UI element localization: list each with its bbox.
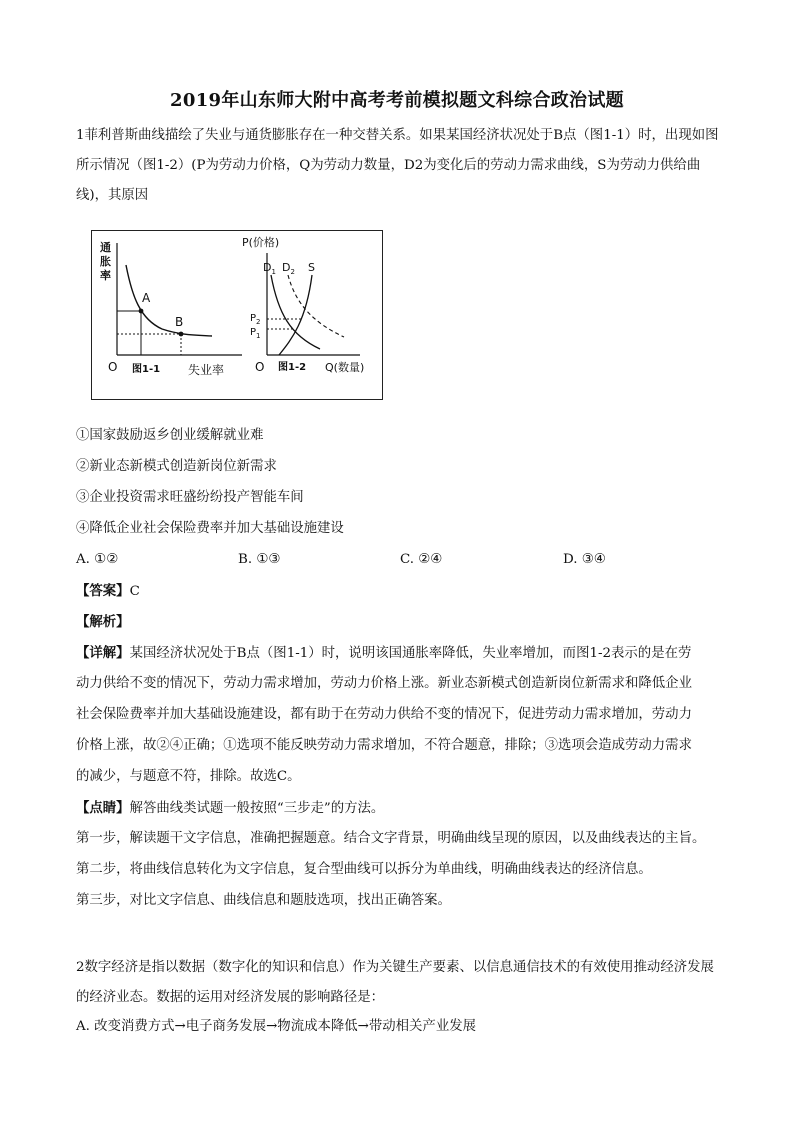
- option-a: A. ①②: [76, 552, 119, 567]
- option-b: B. ①③: [238, 552, 281, 567]
- question-1-figure: [91, 230, 383, 400]
- tip-text: 解答曲线类试题一般按照“三步走”的方法。: [129, 801, 385, 816]
- step-3: 第三步，对比文字信息、曲线信息和题肢选项，找出正确答案。: [76, 893, 451, 908]
- page-title: 2019年山东师大附中高考考前模拟题文科综合政治试题: [170, 90, 624, 111]
- answer-tag: 【答案】: [76, 583, 130, 599]
- question-2-stem: 2数字经济是指以数据（数字化的知识和信息）作为关键生产要素、以信息通信技术的有效使用推动经济发展的经济业态。数据的运用对经济发展的影响路径是：: [76, 960, 714, 1005]
- fig1-ylabel-2: 胀: [100, 255, 111, 268]
- detail-line-1: [76, 641, 736, 666]
- detail-line-4: 价格上涨，故②④正确；①选项不能反映劳动力需求增加，不符合题意，排除；③选项会造成劳动力需求: [76, 738, 692, 753]
- figure-graphs: [92, 231, 382, 399]
- demand-curve-d1: [271, 275, 320, 349]
- fig1-ylabel-3: 率: [100, 269, 111, 282]
- answer-value: C: [129, 584, 140, 599]
- fig1-xlabel: 失业率: [188, 363, 225, 377]
- detail-line-2: 动力供给不变的情况下，劳动力需求增加，劳动力价格上涨。新业态新模式创造新岗位新需求和降低企业: [76, 676, 692, 691]
- d1-label: $D_1$: [263, 261, 276, 276]
- option-c: C. ②④: [400, 552, 443, 567]
- point-b-dot: [179, 332, 184, 337]
- question-2-option-a: A. 改变消费方式→电子商务发展→物流成本降低→带动相关产业发展: [76, 1019, 476, 1034]
- fig2-ylabel: P(价格): [242, 236, 280, 249]
- answer-line: [76, 579, 736, 604]
- fig2-origin: O: [255, 360, 265, 374]
- detail-tag: 【详解】: [76, 645, 130, 661]
- demand-curve-d2: [288, 275, 344, 337]
- point-a-label: A: [142, 291, 151, 305]
- point-b-label: B: [175, 315, 184, 329]
- d2-label: $D_2$: [282, 261, 295, 276]
- statement-2: ②新业态新模式创造新岗位新需求: [76, 459, 277, 474]
- fig1-ylabel-1: 通: [100, 241, 111, 254]
- figure-1-1: [100, 240, 242, 377]
- point-a-dot: [139, 309, 144, 314]
- analysis-tag: 【解析】: [76, 614, 130, 630]
- figure-1-2: [242, 235, 364, 374]
- analysis-line: [76, 610, 736, 635]
- phillips-curve: [126, 265, 212, 336]
- fig1-caption: 图1-1: [132, 364, 161, 375]
- fig2-xlabel: Q(数量): [325, 361, 365, 374]
- question-1-stem: 1菲利普斯曲线描绘了失业与通货膨胀存在一种交替关系。如果某国经济状况处于B点（图1-1）时，出现如图所示情况（图1-2）(P为劳动力价格，Q为劳动力数量，D2为变化后的劳动力需求曲线，S为劳动力供给曲线)，其原因: [76, 128, 719, 203]
- detail-line-3: 社会保险费率并加大基础设施建设，都有助于在劳动力供给不变的情况下，促进劳动力需求增加，劳动力: [76, 707, 692, 722]
- option-d: D. ③④: [563, 552, 606, 567]
- statement-4: ④降低企业社会保险费率并加大基础设施建设: [76, 521, 344, 536]
- detail-line-5: 的减少，与题意不符，排除。故选C。: [76, 769, 301, 784]
- p1-label: $P_1$: [250, 327, 261, 340]
- p2-label: $P_2$: [250, 313, 261, 326]
- tip-line: [76, 796, 736, 821]
- detail-text-1: 某国经济状况处于B点（图1-1）时，说明该国通胀率降低，失业率增加，而图1-2表示的是在劳: [129, 646, 692, 661]
- s-label: S: [308, 261, 315, 274]
- step-2: 第二步，将曲线信息转化为文字信息，复合型曲线可以拆分为单曲线，明确曲线表达的经济信息。: [76, 862, 652, 877]
- tip-tag: 【点睛】: [76, 800, 130, 816]
- fig1-origin: O: [108, 360, 118, 374]
- statement-3: ③企业投资需求旺盛纷纷投产智能车间: [76, 490, 304, 505]
- statement-1: ①国家鼓励返乡创业缓解就业难: [76, 428, 264, 443]
- fig2-caption: 图1-2: [278, 362, 307, 373]
- step-1: 第一步，解读题干文字信息，准确把握题意。结合文字背景，明确曲线呈现的原因，以及曲线表达的主旨。: [76, 831, 706, 846]
